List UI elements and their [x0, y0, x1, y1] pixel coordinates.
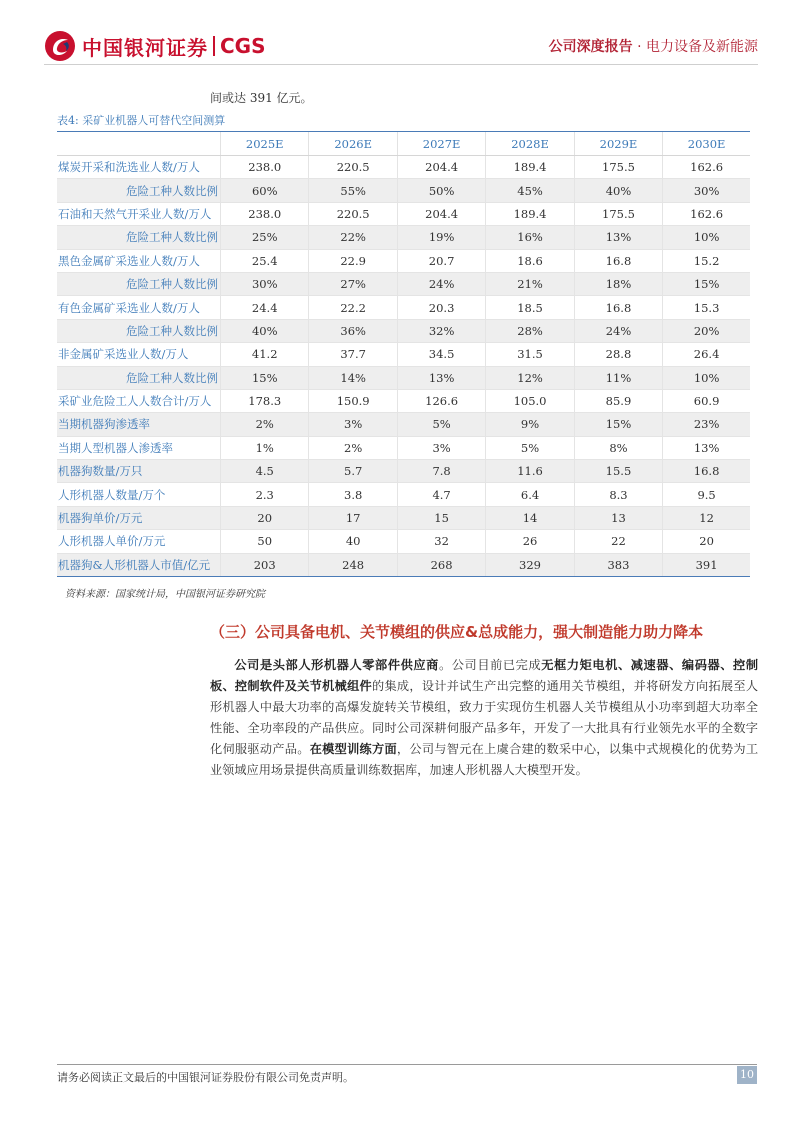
row-label: 危险工种人数比例 — [57, 272, 221, 295]
table-cell: 50% — [397, 179, 485, 202]
row-label: 黑色金属矿采选业人数/万人 — [57, 249, 221, 272]
row-label: 机器狗单价/万元 — [57, 506, 221, 529]
table-cell: 13% — [397, 366, 485, 389]
header-separator: · — [637, 39, 642, 55]
table-cell: 28% — [486, 319, 574, 342]
table-row — [57, 343, 750, 366]
table-cell: 34.5 — [397, 343, 485, 366]
table-row — [57, 179, 750, 202]
table-cell: 3% — [309, 413, 397, 436]
table-cell: 32 — [397, 530, 485, 553]
table-header-cell: 2029E — [574, 132, 662, 156]
table-cell: 3.8 — [309, 483, 397, 506]
table-cell: 329 — [486, 553, 574, 576]
table-cell: 16.8 — [574, 249, 662, 272]
table-cell: 2% — [309, 436, 397, 459]
table-cell: 16% — [486, 226, 574, 249]
table-cell: 40% — [574, 179, 662, 202]
footer-disclaimer: 请务必阅读正文最后的中国银河证券股份有限公司免责声明。 — [57, 1071, 354, 1084]
table-cell: 20.3 — [397, 296, 485, 319]
table-cell: 37.7 — [309, 343, 397, 366]
table-cell: 9.5 — [663, 483, 750, 506]
table-cell: 7.8 — [397, 460, 485, 483]
paragraph-bold-phrase: 在模型训练方面 — [309, 742, 397, 756]
table-title: 表4: 采矿业机器人可替代空间测算 — [57, 114, 226, 127]
table-header-cell — [57, 132, 221, 156]
table-cell: 189.4 — [486, 202, 574, 225]
table-cell: 189.4 — [486, 156, 574, 179]
table-cell: 17 — [309, 506, 397, 529]
table-row — [57, 389, 750, 412]
table-cell: 383 — [574, 553, 662, 576]
table-cell: 11% — [574, 366, 662, 389]
table-cell: 204.4 — [397, 202, 485, 225]
row-label: 当期机器狗渗透率 — [57, 413, 221, 436]
table-cell: 9% — [486, 413, 574, 436]
table-cell: 41.2 — [221, 343, 309, 366]
table-cell: 24.4 — [221, 296, 309, 319]
table-cell: 15% — [663, 272, 750, 295]
table-header-cell: 2026E — [309, 132, 397, 156]
table-cell: 15.2 — [663, 249, 750, 272]
table-row — [57, 413, 750, 436]
logo-divider — [213, 36, 215, 56]
table-cell: 25% — [221, 226, 309, 249]
table-row — [57, 272, 750, 295]
row-label: 有色金属矿采选业人数/万人 — [57, 296, 221, 319]
table-cell: 24% — [397, 272, 485, 295]
table-cell: 238.0 — [221, 156, 309, 179]
table-cell: 175.5 — [574, 202, 662, 225]
table-cell: 6.4 — [486, 483, 574, 506]
table-cell: 13% — [663, 436, 750, 459]
table-cell: 27% — [309, 272, 397, 295]
table-cell: 22 — [574, 530, 662, 553]
table-cell: 1% — [221, 436, 309, 459]
table-header-cell: 2030E — [663, 132, 750, 156]
table-cell: 26 — [486, 530, 574, 553]
table-row — [57, 249, 750, 272]
table-cell: 45% — [486, 179, 574, 202]
body-paragraph — [210, 655, 758, 781]
row-label: 危险工种人数比例 — [57, 319, 221, 342]
table-row — [57, 366, 750, 389]
row-label: 机器狗&人形机器人市值/亿元 — [57, 553, 221, 576]
header-divider — [44, 64, 758, 65]
table-cell: 2.3 — [221, 483, 309, 506]
table-cell: 36% — [309, 319, 397, 342]
table-cell: 19% — [397, 226, 485, 249]
table-cell: 20 — [221, 506, 309, 529]
table-row — [57, 156, 750, 179]
mining-robot-table — [57, 131, 750, 577]
table-cell: 28.8 — [574, 343, 662, 366]
table-cell: 238.0 — [221, 202, 309, 225]
table-cell: 18.6 — [486, 249, 574, 272]
table-row — [57, 436, 750, 459]
table-cell: 13 — [574, 506, 662, 529]
table-row — [57, 319, 750, 342]
table-cell: 15.3 — [663, 296, 750, 319]
table-header-cell: 2025E — [221, 132, 309, 156]
table-row — [57, 506, 750, 529]
table-cell: 22% — [309, 226, 397, 249]
table-cell: 32% — [397, 319, 485, 342]
table-header-cell: 2027E — [397, 132, 485, 156]
table-cell: 175.5 — [574, 156, 662, 179]
table-cell: 178.3 — [221, 389, 309, 412]
paragraph-text: 的集成，设计并试生产出完整的通用关节模组，并将研发方向拓展至人形机器人中最大功率的高爆发旋转关节模组，致力于实现仿生机器人关节模组从小功率到超大功率全性能、全功率段的产品供应。同时公司深耕伺服产品多年，开发了一大批具有行业领先水平的全数字化伺服驱动产品。 — [210, 679, 759, 756]
table-cell: 268 — [397, 553, 485, 576]
table-cell: 21% — [486, 272, 574, 295]
table-cell: 23% — [663, 413, 750, 436]
table-cell: 150.9 — [309, 389, 397, 412]
row-label: 煤炭开采和洗选业人数/万人 — [57, 156, 221, 179]
footer-divider — [57, 1064, 757, 1065]
row-label: 当期人型机器人渗透率 — [57, 436, 221, 459]
table-cell: 126.6 — [397, 389, 485, 412]
table-cell: 8% — [574, 436, 662, 459]
table-cell: 4.7 — [397, 483, 485, 506]
table-cell: 204.4 — [397, 156, 485, 179]
table-row — [57, 226, 750, 249]
table-cell: 12 — [663, 506, 750, 529]
paragraph-text: 。公司目前已完成 — [438, 658, 542, 672]
table-cell: 24% — [574, 319, 662, 342]
report-type: 公司深度报告 — [548, 39, 633, 55]
table-row — [57, 483, 750, 506]
table-cell: 11.6 — [486, 460, 574, 483]
table-cell: 20.7 — [397, 249, 485, 272]
table-cell: 25.4 — [221, 249, 309, 272]
table-cell: 220.5 — [309, 156, 397, 179]
row-label: 人形机器人数量/万个 — [57, 483, 221, 506]
section-heading: （三）公司具备电机、关节模组的供应&总成能力，强大制造能力助力降本 — [210, 623, 704, 641]
table-cell: 2% — [221, 413, 309, 436]
table-cell: 15% — [221, 366, 309, 389]
row-label: 机器狗数量/万只 — [57, 460, 221, 483]
table-cell: 10% — [663, 366, 750, 389]
cgs-logo-icon — [44, 30, 76, 62]
continuation-text: 间或达 391 亿元。 — [210, 91, 313, 105]
table-cell: 105.0 — [486, 389, 574, 412]
table-cell: 26.4 — [663, 343, 750, 366]
table-cell: 5.7 — [309, 460, 397, 483]
page-header — [44, 26, 758, 64]
table-cell: 12% — [486, 366, 574, 389]
table-cell: 13% — [574, 226, 662, 249]
table-source: 资料来源：国家统计局，中国银河证券研究院 — [65, 589, 265, 600]
row-label: 危险工种人数比例 — [57, 179, 221, 202]
table-cell: 162.6 — [663, 202, 750, 225]
table-cell: 5% — [486, 436, 574, 459]
table-cell: 16.8 — [663, 460, 750, 483]
table-cell: 31.5 — [486, 343, 574, 366]
table-cell: 4.5 — [221, 460, 309, 483]
table-cell: 18% — [574, 272, 662, 295]
table-cell: 203 — [221, 553, 309, 576]
table-row — [57, 296, 750, 319]
table-cell: 8.3 — [574, 483, 662, 506]
paragraph-bold-phrase: 公司是头部人形机器人零部件供应商 — [234, 658, 439, 672]
table-header-row — [57, 132, 750, 156]
row-label: 危险工种人数比例 — [57, 366, 221, 389]
table-cell: 22.2 — [309, 296, 397, 319]
table-cell: 30% — [663, 179, 750, 202]
table-cell: 50 — [221, 530, 309, 553]
industry-name: 电力设备及新能源 — [646, 39, 758, 55]
table-cell: 10% — [663, 226, 750, 249]
table-cell: 30% — [221, 272, 309, 295]
table-cell: 60.9 — [663, 389, 750, 412]
page-number: 10 — [737, 1066, 757, 1084]
table-cell: 3% — [397, 436, 485, 459]
table-cell: 16.8 — [574, 296, 662, 319]
table-cell: 220.5 — [309, 202, 397, 225]
table-cell: 22.9 — [309, 249, 397, 272]
table-cell: 40 — [309, 530, 397, 553]
company-logo — [44, 30, 266, 62]
table-cell: 18.5 — [486, 296, 574, 319]
table-cell: 162.6 — [663, 156, 750, 179]
table-cell: 85.9 — [574, 389, 662, 412]
table-cell: 14 — [486, 506, 574, 529]
paragraph-bold-phrase: 无框力矩电机、减速器、编码器、控制板、控制软件及关节机械组件 — [210, 658, 759, 693]
table-cell: 20% — [663, 319, 750, 342]
table-cell: 40% — [221, 319, 309, 342]
row-label: 危险工种人数比例 — [57, 226, 221, 249]
row-label: 非金属矿采选业人数/万人 — [57, 343, 221, 366]
row-label: 人形机器人单价/万元 — [57, 530, 221, 553]
table-cell: 15% — [574, 413, 662, 436]
table-cell: 15 — [397, 506, 485, 529]
table-cell: 248 — [309, 553, 397, 576]
table-cell: 15.5 — [574, 460, 662, 483]
paragraph-text: ，公司与智元在上虞合建的数采中心，以集中式规模化的优势为工业领域应用场景提供高质量训练数据库，加速人形机器人大模型开发。 — [210, 742, 759, 777]
logo-chinese-name: 中国银河证券 — [82, 35, 208, 60]
table-header-cell: 2028E — [486, 132, 574, 156]
table-cell: 391 — [663, 553, 750, 576]
table-row — [57, 553, 750, 576]
table-row — [57, 202, 750, 225]
row-label: 石油和天然气开采业人数/万人 — [57, 202, 221, 225]
table-cell: 5% — [397, 413, 485, 436]
header-report-info — [549, 36, 758, 56]
table-row — [57, 530, 750, 553]
table-row — [57, 460, 750, 483]
table-cell: 20 — [663, 530, 750, 553]
table-cell: 60% — [221, 179, 309, 202]
logo-english-name: CGS — [220, 34, 266, 58]
table-cell: 55% — [309, 179, 397, 202]
row-label: 采矿业危险工人人数合计/万人 — [57, 389, 221, 412]
table-cell: 14% — [309, 366, 397, 389]
